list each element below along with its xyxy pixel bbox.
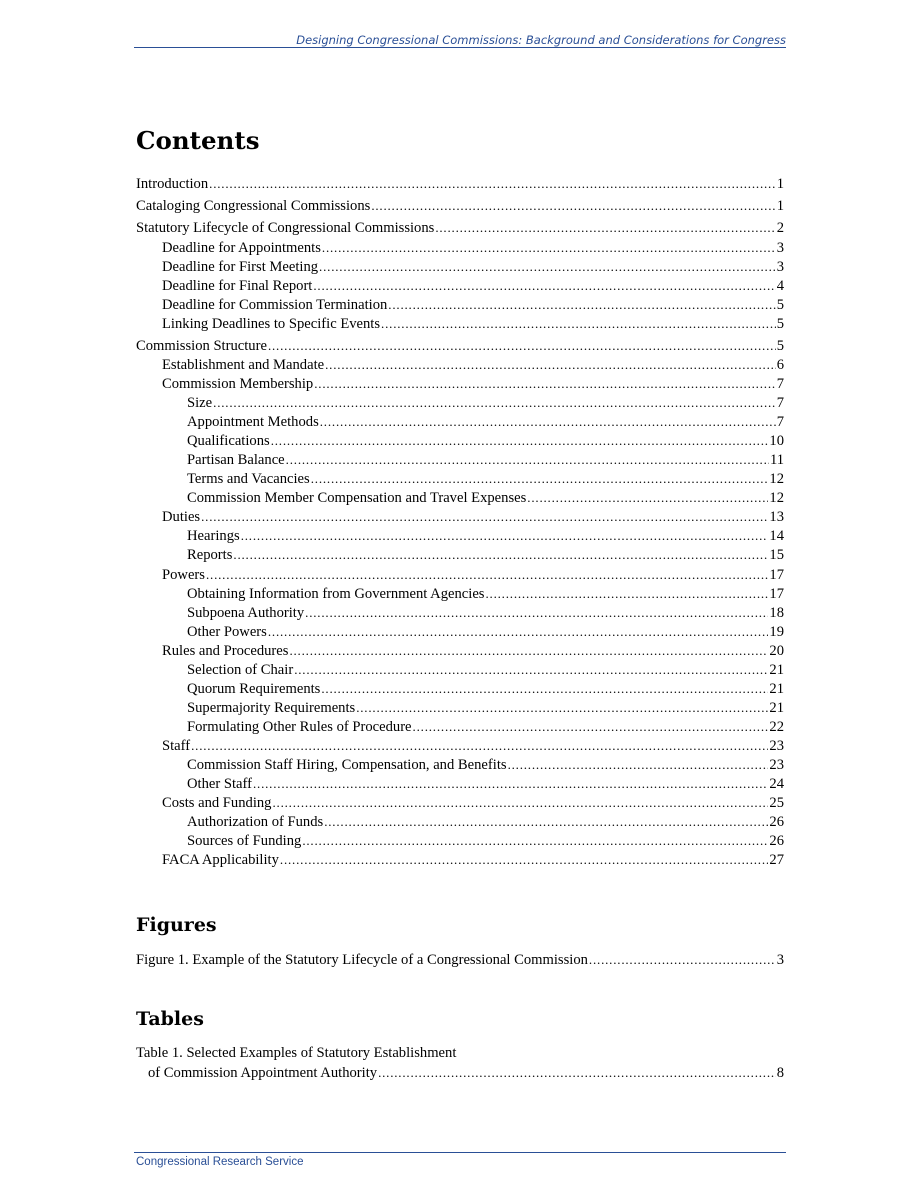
toc-entry[interactable]: [136, 412, 784, 431]
footer-rule: [134, 1152, 786, 1153]
toc-entry[interactable]: [136, 488, 784, 507]
toc-entry-title: Costs and Funding: [162, 795, 272, 812]
dot-leader: [305, 603, 768, 622]
toc-entry[interactable]: [136, 603, 784, 622]
toc-entry-page: 22: [769, 718, 784, 735]
toc-entry-title: Size: [187, 395, 213, 411]
figures-heading: Figures: [136, 914, 217, 936]
toc-entry-title: Authorization of Funds: [187, 814, 324, 831]
toc-entry[interactable]: [136, 679, 784, 698]
toc-entry[interactable]: [136, 374, 784, 393]
toc-entry-page: 1: [776, 198, 784, 215]
toc-entry[interactable]: [136, 526, 784, 545]
dot-leader: [311, 469, 769, 488]
toc-entry-title: Quorum Requirements: [187, 680, 321, 697]
toc-entry[interactable]: [136, 257, 784, 276]
dot-leader: [508, 755, 769, 774]
toc-entry-page: 3: [776, 952, 784, 968]
toc-entry-page: 11: [769, 452, 784, 469]
toc-entry[interactable]: [136, 355, 784, 374]
toc-entry-title: Staff: [162, 737, 191, 754]
toc-entry-page: 7: [776, 414, 784, 431]
toc-entry-title: FACA Applicability: [162, 852, 279, 869]
toc-entry[interactable]: [136, 641, 784, 660]
dot-leader: [233, 545, 768, 564]
toc-entry-page: 21: [769, 699, 784, 716]
dot-leader: [268, 622, 769, 641]
toc-entry-page: 27: [769, 852, 784, 869]
toc-entry-page: 4: [776, 277, 784, 294]
toc-entry-title: Partisan Balance: [187, 452, 285, 469]
toc-entry[interactable]: [136, 545, 784, 564]
toc-entry[interactable]: [136, 812, 784, 831]
toc-entry-page: 25: [769, 795, 784, 812]
dot-leader: [286, 450, 769, 469]
dot-leader: [191, 736, 768, 755]
dot-leader: [319, 257, 776, 276]
toc-entry-page: 17: [769, 585, 784, 602]
toc-entry[interactable]: [136, 698, 784, 717]
toc-entry-page: 12: [769, 471, 784, 488]
toc-entry[interactable]: [136, 950, 784, 969]
toc-entry[interactable]: [136, 507, 784, 526]
toc-entry-page: 2: [776, 220, 784, 237]
toc-entry-title: Figure 1. Example of the Statutory Lifecycle of a Congressional Commission: [136, 952, 588, 968]
toc-entry[interactable]: [136, 218, 784, 237]
dot-leader: [371, 196, 775, 215]
toc-entry[interactable]: [136, 584, 784, 603]
toc-entry[interactable]: [136, 393, 784, 412]
dot-leader: [280, 850, 769, 869]
dot-leader: [321, 679, 768, 698]
dot-leader: [381, 314, 776, 333]
dot-leader: [435, 218, 775, 237]
toc-entry-page: 5: [776, 296, 784, 313]
toc-entry[interactable]: [136, 450, 784, 469]
toc-entry-title: Subpoena Authority: [187, 604, 305, 621]
dot-leader: [294, 660, 768, 679]
dot-leader: [268, 336, 776, 355]
toc-entry-title: Supermajority Requirements: [187, 699, 356, 716]
running-header: Designing Congressional Commissions: Background and Considerations for Congress: [296, 33, 786, 47]
toc-entry-title: Sources of Funding: [187, 833, 302, 850]
toc-entry[interactable]: [136, 336, 784, 355]
dot-leader: [527, 488, 768, 507]
toc-entry[interactable]: [136, 736, 784, 755]
toc-entry-title: Formulating Other Rules of Procedure: [187, 718, 412, 735]
toc-entry-title: Terms and Vacancies: [187, 471, 310, 488]
toc-entry-page: 21: [769, 680, 784, 697]
toc-entry-page: 12: [769, 490, 784, 507]
dot-leader: [378, 1063, 776, 1082]
dot-leader: [253, 774, 768, 793]
dot-leader: [413, 717, 769, 736]
toc-entry-page: 26: [769, 814, 784, 831]
toc-entry[interactable]: [136, 314, 784, 333]
toc-entry-page: 24: [769, 776, 784, 792]
dot-leader: [241, 526, 769, 545]
toc-entry[interactable]: [136, 622, 784, 641]
toc-entry[interactable]: [136, 276, 784, 295]
toc-entry[interactable]: [136, 717, 784, 736]
toc-entry-title: Cataloging Congressional Commissions: [136, 198, 371, 215]
dot-leader: [320, 412, 776, 431]
dot-leader: [271, 431, 769, 450]
dot-leader: [302, 831, 768, 850]
toc-entry-title: Obtaining Information from Government Agencies: [187, 585, 485, 602]
toc-entry-title: Deadline for Commission Termination: [162, 296, 388, 313]
toc-entry[interactable]: [136, 238, 784, 257]
toc-entry[interactable]: [136, 174, 784, 193]
toc-entry-page: 21: [769, 661, 784, 678]
dot-leader: [272, 793, 768, 812]
toc-entry-title: Other Staff: [187, 776, 252, 792]
toc-entry-page: 26: [769, 833, 784, 850]
toc-entry[interactable]: [136, 431, 784, 450]
toc-entry-title: Commission Membership: [162, 376, 314, 392]
toc-entry-page: 3: [776, 239, 784, 256]
dot-leader: [356, 698, 768, 717]
dot-leader: [201, 507, 768, 526]
toc-entry-page: 18: [769, 604, 784, 621]
dot-leader: [206, 565, 768, 584]
header-rule: [134, 47, 786, 48]
toc-entry-title: Statutory Lifecycle of Congressional Commissions: [136, 220, 435, 237]
toc-entry-page: 3: [776, 258, 784, 275]
toc-entry[interactable]: [136, 774, 784, 793]
toc-entry-title: Rules and Procedures: [162, 642, 289, 659]
dot-leader: [313, 276, 775, 295]
dot-leader: [589, 950, 776, 969]
dot-leader: [388, 295, 775, 314]
toc-entry[interactable]: [136, 295, 784, 314]
dot-leader: [325, 355, 776, 374]
toc-entry-title: Hearings: [187, 528, 240, 545]
toc-entry-page: 14: [769, 528, 784, 545]
toc-entry-page: 1: [776, 176, 784, 192]
toc-entry-title-line1[interactable]: Table 1. Selected Examples of Statutory Establishment: [136, 1045, 457, 1061]
toc-entry[interactable]: [136, 831, 784, 850]
toc-entry[interactable]: [136, 793, 784, 812]
toc-entry-page: 10: [769, 433, 784, 450]
toc-entry[interactable]: [136, 1063, 784, 1082]
toc-entry[interactable]: [136, 469, 784, 488]
toc-entry[interactable]: [136, 660, 784, 679]
toc-entry[interactable]: [136, 755, 784, 774]
dot-leader: [209, 174, 776, 193]
toc-entry-title: Deadline for First Meeting: [162, 258, 319, 275]
toc-entry-page: 8: [776, 1065, 784, 1081]
toc-entry-title: Qualifications: [187, 433, 270, 450]
toc-entry-page: 17: [769, 566, 784, 583]
toc-entry[interactable]: [136, 850, 784, 869]
tables-heading: Tables: [136, 1008, 204, 1030]
toc-entry-title: Appointment Methods: [187, 414, 319, 431]
toc-entry-page: 5: [776, 337, 784, 354]
dot-leader: [485, 584, 768, 603]
contents-heading: Contents: [136, 126, 260, 155]
toc-entry-page: 5: [776, 315, 784, 332]
toc-entry[interactable]: [136, 196, 784, 215]
toc-entry-title: Linking Deadlines to Specific Events: [162, 315, 381, 332]
dot-leader: [314, 374, 775, 393]
toc-entry-title: Duties: [162, 509, 201, 526]
toc-entry-title: Introduction: [136, 176, 209, 192]
toc-entry-title: Deadline for Final Report: [162, 277, 313, 294]
toc-entry-page: 23: [769, 737, 784, 754]
dot-leader: [213, 393, 776, 412]
footer-text: Congressional Research Service: [136, 1156, 304, 1168]
toc-entry-page: 13: [769, 509, 784, 526]
toc-entry-title: Selection of Chair: [187, 661, 294, 678]
toc-entry-title: Commission Member Compensation and Travel Expenses: [187, 490, 527, 507]
toc-entry-title: Powers: [162, 566, 205, 583]
toc-entry-page: 20: [769, 642, 784, 659]
toc-entry-page: 19: [769, 623, 784, 640]
toc-entry-title: Establishment and Mandate: [162, 356, 325, 373]
toc-entry-page: 23: [769, 757, 784, 773]
dot-leader: [289, 641, 768, 660]
dot-leader: [324, 812, 768, 831]
toc-entry-page: 7: [776, 376, 784, 392]
toc-entry-title: Deadline for Appointments: [162, 239, 321, 256]
toc-entry-title: Commission Staff Hiring, Compensation, and Benefits: [187, 757, 507, 773]
toc-entry-page: 7: [776, 395, 784, 411]
toc-entry-page: 6: [776, 356, 784, 373]
dot-leader: [322, 238, 776, 257]
toc-entry-page: 15: [769, 547, 784, 564]
toc-entry[interactable]: [136, 565, 784, 584]
toc-entry-title: Commission Structure: [136, 337, 267, 354]
toc-entry-title: Other Powers: [187, 623, 267, 640]
toc-entry-title: Reports: [187, 547, 233, 564]
toc-entry-title: of Commission Appointment Authority: [148, 1065, 378, 1081]
